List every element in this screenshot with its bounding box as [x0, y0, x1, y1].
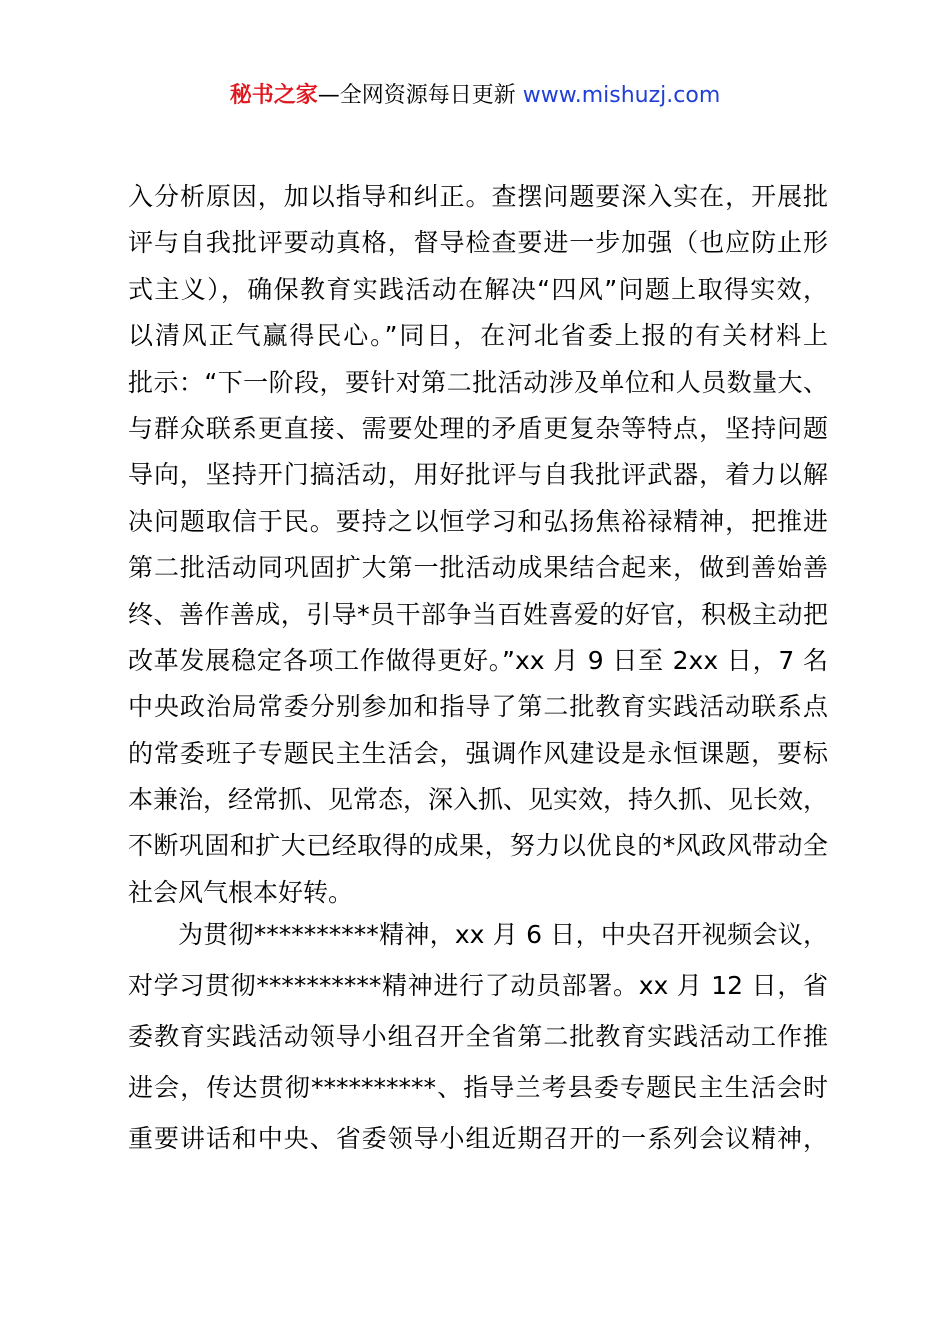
text-line: 不断巩固和扩大已经取得的成果，努力以优良的*风政风带动全 [128, 831, 828, 861]
text-line: 导向，坚持开门搞活动，用好批评与自我批评武器，着力以解 [128, 460, 828, 490]
text-line: 进会，传达贯彻**********、指导兰考县委专题民主生活会时 [128, 1073, 828, 1102]
text-line: 的常委班子专题民主生活会，强调作风建设是永恒课题，要标 [128, 738, 828, 768]
text-line: 中央政治局常委分别参加和指导了第二批教育实践活动联系点 [128, 692, 828, 722]
text-line: 改革发展稳定各项工作做得更好。”xx 月 9 日至 2xx 日，7 名 [128, 645, 828, 675]
text-line: 重要讲话和中央、省委领导小组近期召开的一系列会议精神， [128, 1124, 828, 1153]
text-line: 委教育实践活动领导小组召开全省第二批教育实践活动工作推 [128, 1022, 828, 1051]
header-url[interactable]: www.mishuzj.com [522, 83, 721, 108]
text-line: 对学习贯彻**********精神进行了动员部署。xx 月 12 日，省 [128, 971, 828, 1000]
text-line: 第二批活动同巩固扩大第一批活动成果结合起来，做到善始善 [128, 553, 828, 583]
text-line: 本兼治，经常抓、见常态，深入抓、见实效，持久抓、见长效， [128, 785, 829, 815]
text-line: 入分析原因，加以指导和纠正。查摆问题要深入实在，开展批 [128, 182, 828, 211]
text-line: 式主义），确保教育实践活动在解决“四风”问题上取得实效， [128, 274, 828, 304]
text-line: 为贯彻**********精神，xx 月 6 日，中央召开视频会议， [178, 920, 828, 949]
text-line: 社会风气根本好转。 [128, 877, 354, 907]
paragraph-2 [128, 909, 828, 1164]
text-line: 以清风正气赢得民心。”同日，在河北省委上报的有关材料上 [128, 321, 828, 351]
text-line: 终、善作善成，引导*员干部争当百姓喜爱的好官，积极主动把 [128, 599, 828, 629]
paragraph-1 [128, 174, 828, 916]
text-line: 评与自我批评要动真格，督导检查要进一步加强（也应防止形 [128, 228, 828, 258]
page-header [0, 80, 950, 112]
text-line: 与群众联系更直接、需要处理的矛盾更复杂等特点，坚持问题 [128, 413, 828, 443]
text-line: 决问题取信于民。要持之以恒学习和弘扬焦裕禄精神，把推进 [128, 506, 828, 536]
header-tagline: —全网资源每日更新 [317, 83, 516, 108]
text-line: 批示：“下一阶段，要针对第二批活动涉及单位和人员数量大、 [128, 367, 828, 397]
brand-name: 秘书之家 [229, 83, 318, 108]
